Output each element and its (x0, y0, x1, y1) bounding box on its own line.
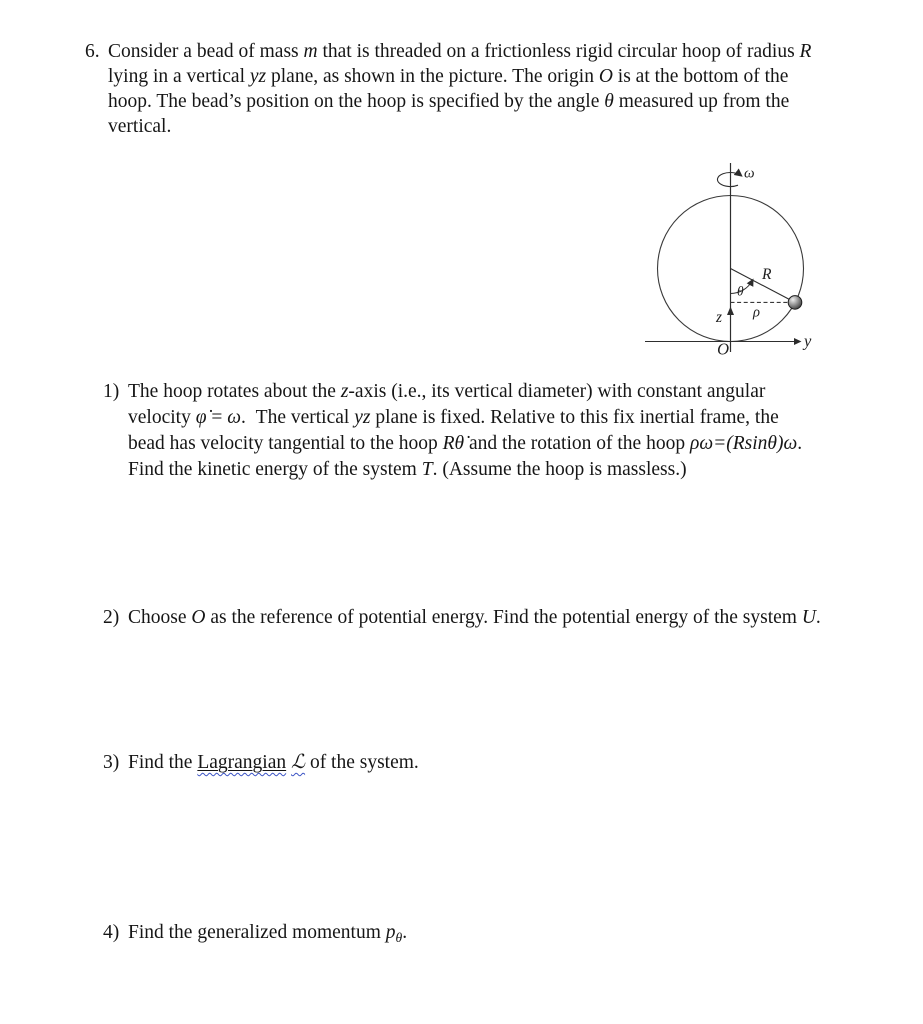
question-2-text: Choose O as the reference of potential energy. Find the potential energy of the system U. (128, 607, 821, 628)
question-1-text: The hoop rotates about the z-axis (i.e., its vertical diameter) with constant angular velocity φ̇ = ω. The vertical yz plane is fixed. Relative to this fix inertial frame, the bead has velocity tangential to the hoop Rθ̇ and the rotation of the hoop ρω=(Rsinθ)ω. Find the kinetic energy of the system T. (Assume the hoop is massless.) (128, 381, 803, 480)
y-axis-label: y (804, 331, 812, 351)
theta-label: θ (737, 283, 744, 299)
question-1-number: 1) (103, 381, 120, 402)
question-4-text: Find the generalized momentum $p_\theta$. (128, 922, 408, 946)
question-3-number: 3) (103, 752, 120, 773)
problem-statement: Consider a bead of mass m that is threaded on a frictionless rigid circular hoop of radius R lying in a vertical yz plane, as shown in the picture. The origin O is at the bottom of the hoop. The bead’s position on the hoop is specified by the angle θ measured up from the vertical. (108, 41, 812, 137)
question-4 (103, 920, 908, 950)
z-axis-arrowhead (727, 307, 734, 316)
question-2 (103, 605, 908, 630)
hoop-diagram (640, 152, 825, 357)
question-4-number: 4) (103, 922, 120, 943)
origin-label: O (717, 339, 729, 357)
radius-label: R (762, 266, 772, 283)
rotation-arrow-icon (717, 173, 741, 187)
problem-block (85, 39, 895, 139)
question-1 (103, 379, 908, 483)
y-axis-arrowhead (794, 338, 802, 345)
question-3 (103, 750, 908, 775)
question-3-text: Find the Lagrangian ℒ of the system. (128, 752, 419, 773)
question-2-number: 2) (103, 607, 120, 628)
hoop-diagram-svg (640, 152, 825, 357)
bead (788, 296, 802, 310)
omega-label: ω (744, 165, 755, 182)
z-axis-label: z (715, 309, 722, 326)
rho-label: ρ (753, 304, 760, 321)
problem-number: 6. (85, 41, 100, 62)
